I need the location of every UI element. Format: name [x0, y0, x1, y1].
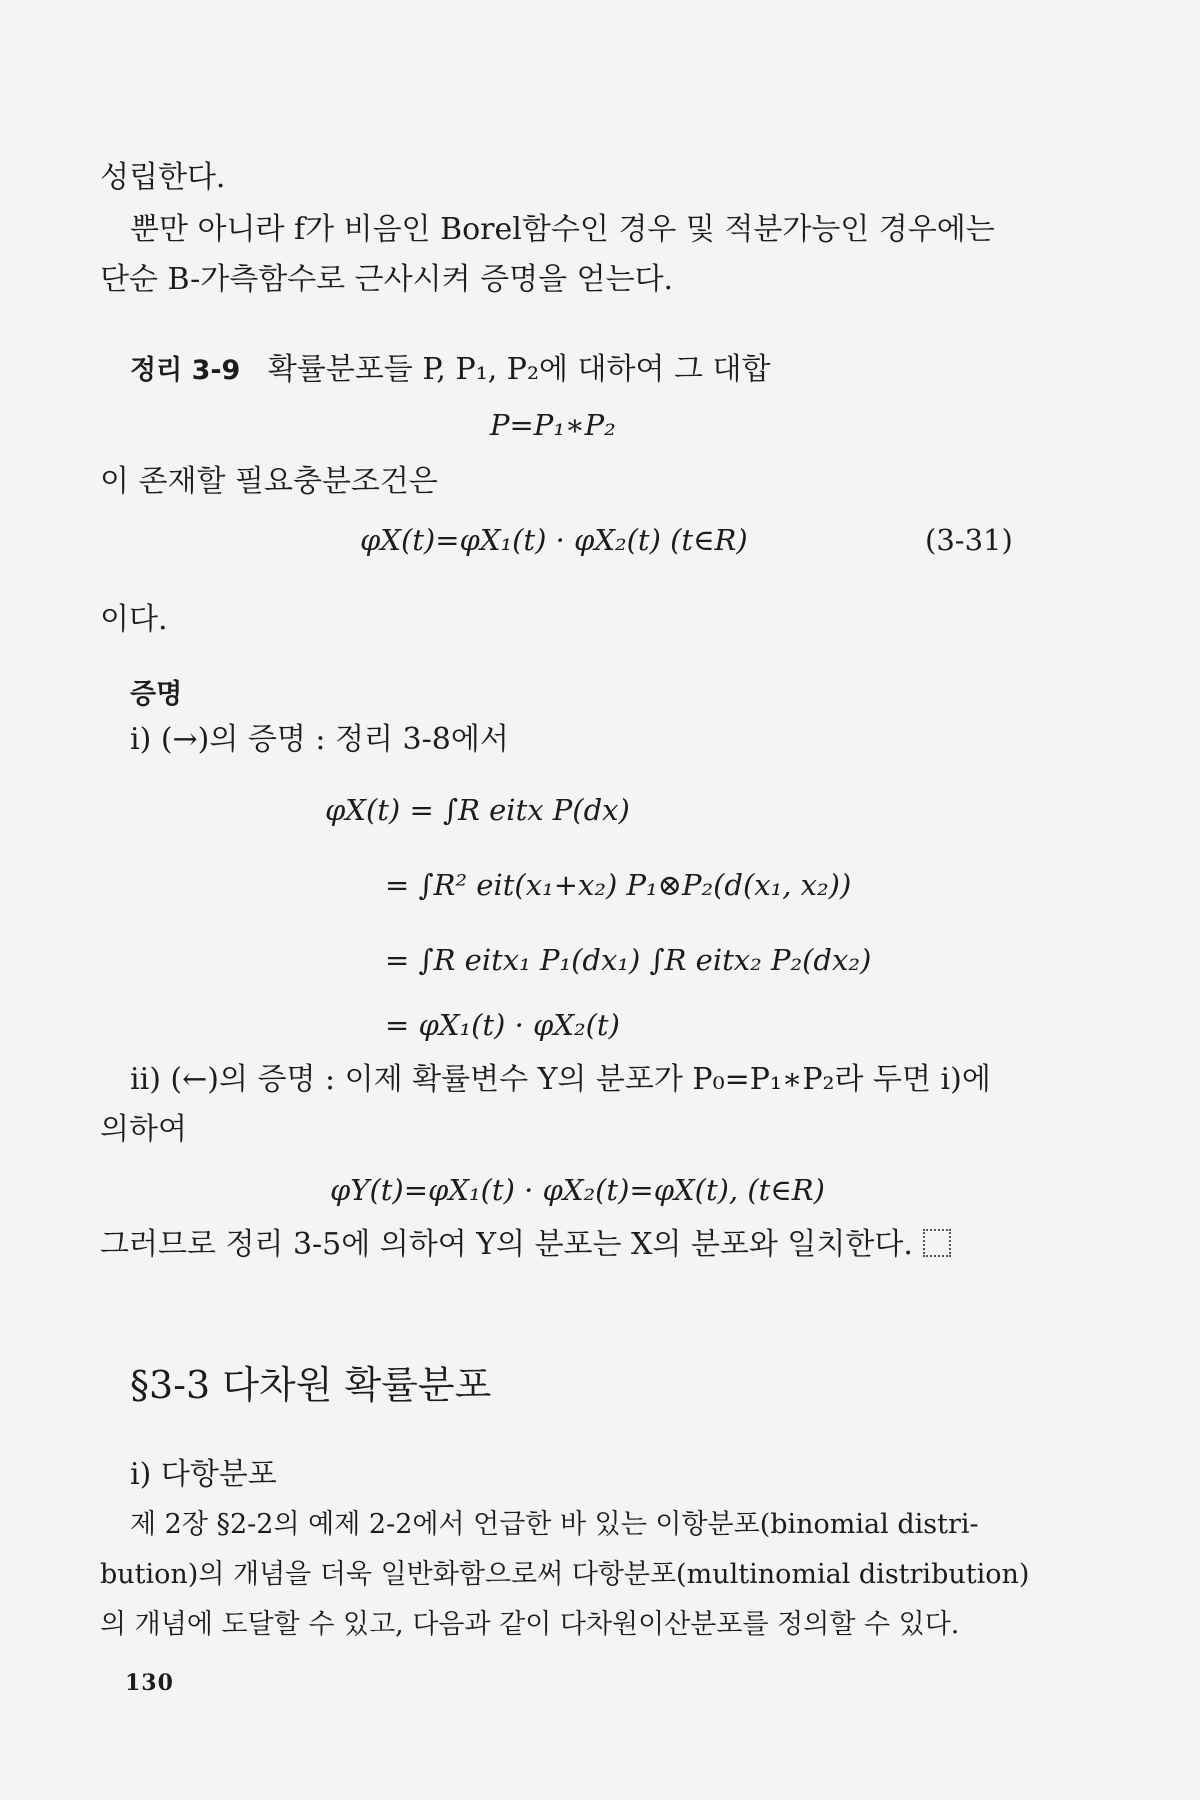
theorem-heading: [130, 350, 770, 391]
para1-line3: 단순 B-가측함수로 근사시켜 증명을 얻는다.: [100, 262, 674, 297]
proof-part2-line2: 의하여: [100, 1112, 187, 1147]
theorem-condition: 이 존재할 필요충분조건은: [100, 464, 438, 499]
theorem-statement: 확률분포들 P, P₁, P₂에 대하여 그 대합: [267, 352, 771, 387]
proof-eq3: = ∫R eitx₁ P₁(dx₁) ∫R eitx₂ P₂(dx₂): [385, 943, 872, 977]
equation-number: (3-31): [925, 523, 1013, 557]
theorem-end: 이다.: [100, 602, 168, 637]
page-number: 130: [125, 1670, 174, 1696]
proof-label: 증명: [130, 679, 183, 710]
proof-part1-heading: i) (→)의 증명 : 정리 3-8에서: [130, 722, 509, 757]
proof-eq5: φY(t)=φX₁(t) · φX₂(t)=φX(t), (t∈R): [330, 1173, 825, 1207]
section-title: §3-3 다차원 확률분포: [130, 1363, 492, 1407]
subsection-line3: 의 개념에 도달할 수 있고, 다음과 같이 다차원이산분포를 정의할 수 있다.: [100, 1609, 960, 1640]
proof-conclusion: 그러므로 정리 3-5에 의하여 Y의 분포는 X의 분포와 일치한다.: [100, 1227, 913, 1262]
proof-eq4: = φX₁(t) · φX₂(t): [385, 1008, 620, 1042]
proof-eq2: = ∫R² eit(x₁+x₂) P₁⊗P₂(d(x₁, x₂)): [385, 868, 852, 902]
theorem-equation: φX(t)=φX₁(t) · φX₂(t) (t∈R): [360, 523, 748, 557]
proof-conclusion-line: [100, 1225, 951, 1265]
para1-line2: 뿐만 아니라 f가 비음인 Borel함수인 경우 및 적분가능인 경우에는: [130, 212, 995, 247]
para1-line1: 성립한다.: [100, 160, 226, 195]
qed-icon: [923, 1229, 951, 1257]
proof-eq1: φX(t) = ∫R eitx P(dx): [325, 793, 630, 827]
subsection-heading: i) 다항분포: [130, 1457, 277, 1492]
proof-part2-line1: ii) (←)의 증명 : 이제 확률변수 Y의 분포가 P₀=P₁∗P₂라 두면 i)에: [130, 1062, 991, 1097]
theorem-label: 정리 3-9: [130, 355, 241, 386]
subsection-line2: bution)의 개념을 더욱 일반화함으로써 다항분포(multinomial distribution): [100, 1559, 1030, 1590]
subsection-line1: 제 2장 §2-2의 예제 2-2에서 언급한 바 있는 이항분포(binomial distri-: [130, 1509, 979, 1540]
theorem-formula: P=P₁∗P₂: [490, 408, 616, 442]
